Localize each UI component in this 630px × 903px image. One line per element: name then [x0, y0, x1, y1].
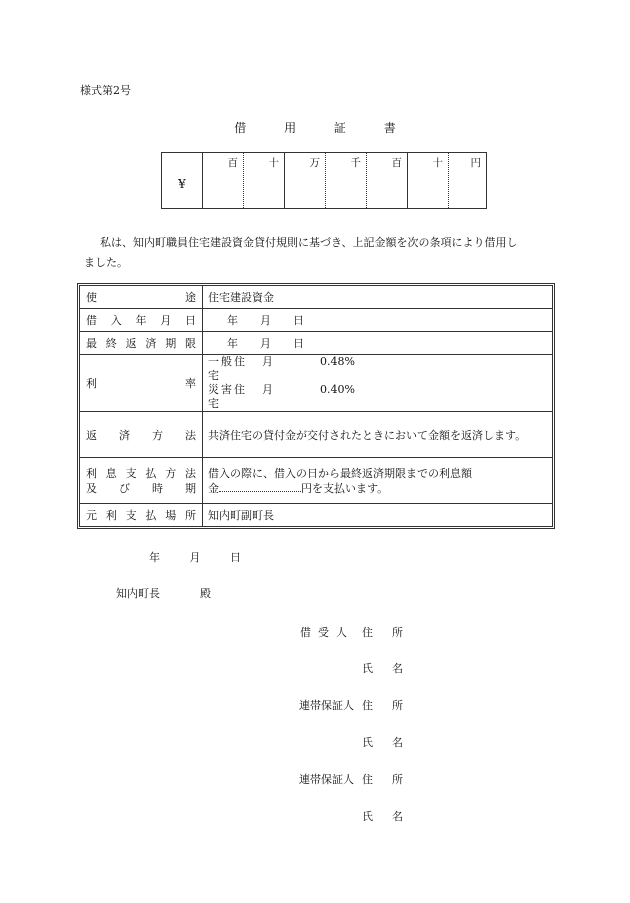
unit-label: 万 — [309, 157, 320, 169]
payment-place-value: 知内町副町長 — [203, 504, 553, 527]
addressee-name: 知内町長 — [116, 587, 160, 600]
rate-percent: 0.48% — [320, 355, 355, 368]
table-row — [80, 412, 553, 458]
guarantor-role: 連帯保証人 — [299, 773, 354, 786]
terms-table — [79, 285, 553, 527]
table-row — [80, 332, 553, 355]
rate-month: 月 — [262, 383, 273, 396]
table-row — [80, 458, 553, 504]
borrower-name-label[interactable]: 氏 名 — [362, 662, 407, 675]
addressee — [116, 585, 211, 601]
intro-line: 私は、知内町職員住宅建設資金貸付規則に基づき、上記金額を次の条項により借用し — [100, 236, 518, 249]
unit-label: 円 — [470, 157, 481, 169]
date-month: 月 — [189, 551, 201, 564]
rate-label: 利 率 — [80, 355, 203, 412]
table-row — [80, 286, 553, 309]
rate-percent: 0.40% — [320, 383, 355, 396]
final-due-label: 最終返済期限 — [80, 332, 203, 355]
interest-value — [203, 458, 553, 504]
form-number: 様式第2号 — [80, 84, 131, 97]
amount-digit-cell[interactable] — [285, 153, 326, 208]
title-char: 書 — [383, 121, 396, 135]
guarantor-name-label[interactable]: 氏 名 — [362, 810, 407, 823]
guarantor-name-label[interactable]: 氏 名 — [362, 736, 407, 749]
interest-label — [80, 458, 203, 504]
unit-label: 百 — [391, 157, 402, 169]
addressee-honorific: 殿 — [200, 587, 211, 600]
borrow-date-field[interactable]: 年 月 日 — [203, 309, 553, 332]
amount-digit-cell[interactable] — [408, 153, 449, 208]
borrower-role: 借受人 — [300, 626, 354, 639]
amount-digit-cell[interactable] — [367, 153, 408, 208]
borrow-date-label: 借入年月日 — [80, 309, 203, 332]
purpose-label: 使 途 — [80, 286, 203, 309]
date-day: 日 — [230, 551, 241, 564]
table-row — [80, 504, 553, 527]
intro-line: ました。 — [84, 256, 128, 269]
amount-digit-cell[interactable] — [326, 153, 367, 208]
borrower-address-label[interactable]: 住 所 — [362, 626, 407, 639]
rate-line — [208, 355, 547, 383]
table-row — [80, 355, 553, 412]
final-due-field[interactable]: 年 月 日 — [203, 332, 553, 355]
title-char: 証 — [333, 121, 346, 135]
table-row — [80, 309, 553, 332]
interest-amount-field[interactable] — [219, 481, 301, 492]
interest-value-line — [208, 481, 547, 496]
guarantor-address-label[interactable]: 住 所 — [362, 773, 407, 786]
payment-place-label: 元利支払場所 — [80, 504, 203, 527]
rate-kind: 一般住宅 — [208, 355, 247, 382]
amount-digit-cell[interactable] — [244, 153, 285, 208]
yen-symbol: ¥ — [162, 153, 203, 208]
repay-method-value: 共済住宅の貸付金が交付されたときにおいて金額を返済します。 — [203, 412, 553, 458]
unit-label: 十 — [432, 157, 443, 169]
unit-label: 千 — [350, 157, 361, 169]
amount-grid — [161, 152, 487, 209]
title-char: 借 — [234, 121, 247, 135]
interest-suffix: 円を支払います。 — [301, 481, 389, 495]
date-year: 年 — [149, 551, 160, 564]
interest-label-line: 利息支払方法 — [86, 466, 196, 480]
interest-label-line: 及 び 時 期 — [86, 481, 196, 495]
amount-digit-cell[interactable] — [203, 153, 244, 208]
rate-value — [203, 355, 553, 412]
interest-value-line: 借入の際に、借入の日から最終返済期限までの利息額 — [208, 466, 472, 480]
unit-label: 百 — [227, 157, 238, 169]
guarantor-role: 連帯保証人 — [299, 699, 354, 712]
repay-method-label: 返 済 方 法 — [80, 412, 203, 458]
amount-digit-cell[interactable] — [449, 153, 486, 208]
guarantor-address-label[interactable]: 住 所 — [362, 699, 407, 712]
rate-kind: 災害住宅 — [208, 383, 247, 410]
document-title — [0, 119, 630, 136]
rate-month: 月 — [262, 355, 273, 368]
purpose-value: 住宅建設資金 — [203, 286, 553, 309]
intro-paragraph — [84, 233, 558, 273]
rate-line — [208, 383, 547, 411]
date-line[interactable] — [149, 549, 267, 565]
unit-label: 十 — [268, 157, 279, 169]
title-char: 用 — [284, 121, 297, 135]
interest-prefix: 金 — [208, 481, 219, 495]
